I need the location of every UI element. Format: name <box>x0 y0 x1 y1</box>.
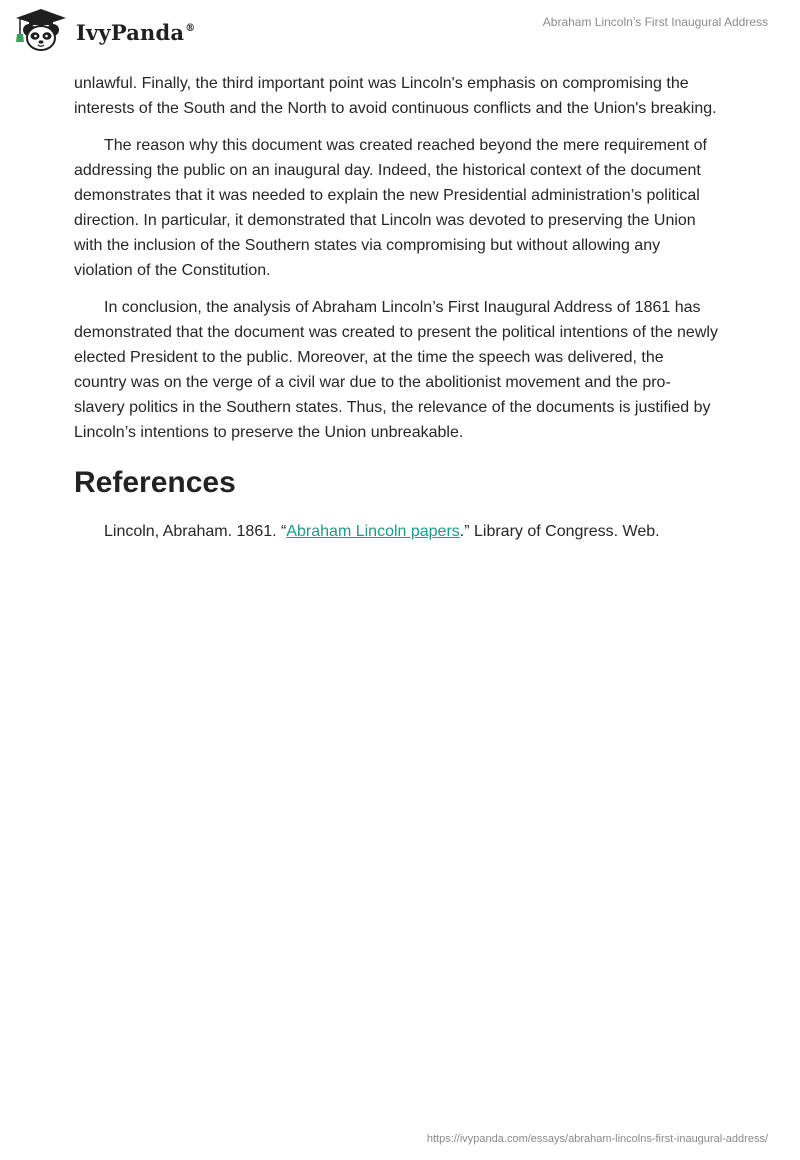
reference-entry <box>74 519 720 544</box>
reference-author-text: Lincoln, Abraham. 1861. “ <box>104 523 287 540</box>
essay-content <box>74 71 720 544</box>
page-header <box>0 0 800 60</box>
logo-text <box>76 20 195 45</box>
footer-url[interactable]: https://ivypanda.com/essays/abraham-lincolns-first-inaugural-address/ <box>426 1133 768 1145</box>
ivypanda-logo[interactable] <box>14 8 195 52</box>
body-paragraph: The reason why this document was created reached beyond the mere requirement of addressing the public on an inaugural day. Indeed, the historical context of the document demonstrates that it was needed to explain the new Presidential administration’s political direction. In particular, it demonstrated that Lincoln was devoted to preserving the Union with the inclusion of the Southern states via compromising but without allowing any violation of the Constitution. <box>74 137 707 279</box>
reference-source-text: .” Library of Congress. Web. <box>459 523 660 540</box>
running-title: Abraham Lincoln’s First Inaugural Address <box>542 15 768 29</box>
panda-graduate-icon <box>14 8 68 52</box>
conclusion-paragraph: In conclusion, the analysis of Abraham Lincoln’s First Inaugural Address of 1861 has demonstrated that the document was created to present the political intentions of the newly elected President to the public. Moreover, at the time the speech was delivered, the country was on the verge of a civil war due to the abolitionist movement and the pro-slavery politics in the Southern states. Thus, the relevance of the documents is justified by Lincoln’s intentions to preserve the Union unbreakable. <box>74 299 718 441</box>
logo-wordmark: IvyPanda <box>76 19 185 45</box>
reference-link[interactable]: Abraham Lincoln papers <box>286 523 460 540</box>
body-paragraph-continued: unlawful. Finally, the third important point was Lincoln's emphasis on compromising the interests of the South and the North to avoid continuous conflicts and the Union's breaking. <box>74 75 717 117</box>
registered-mark: ® <box>185 22 196 34</box>
references-heading: References <box>74 466 236 499</box>
